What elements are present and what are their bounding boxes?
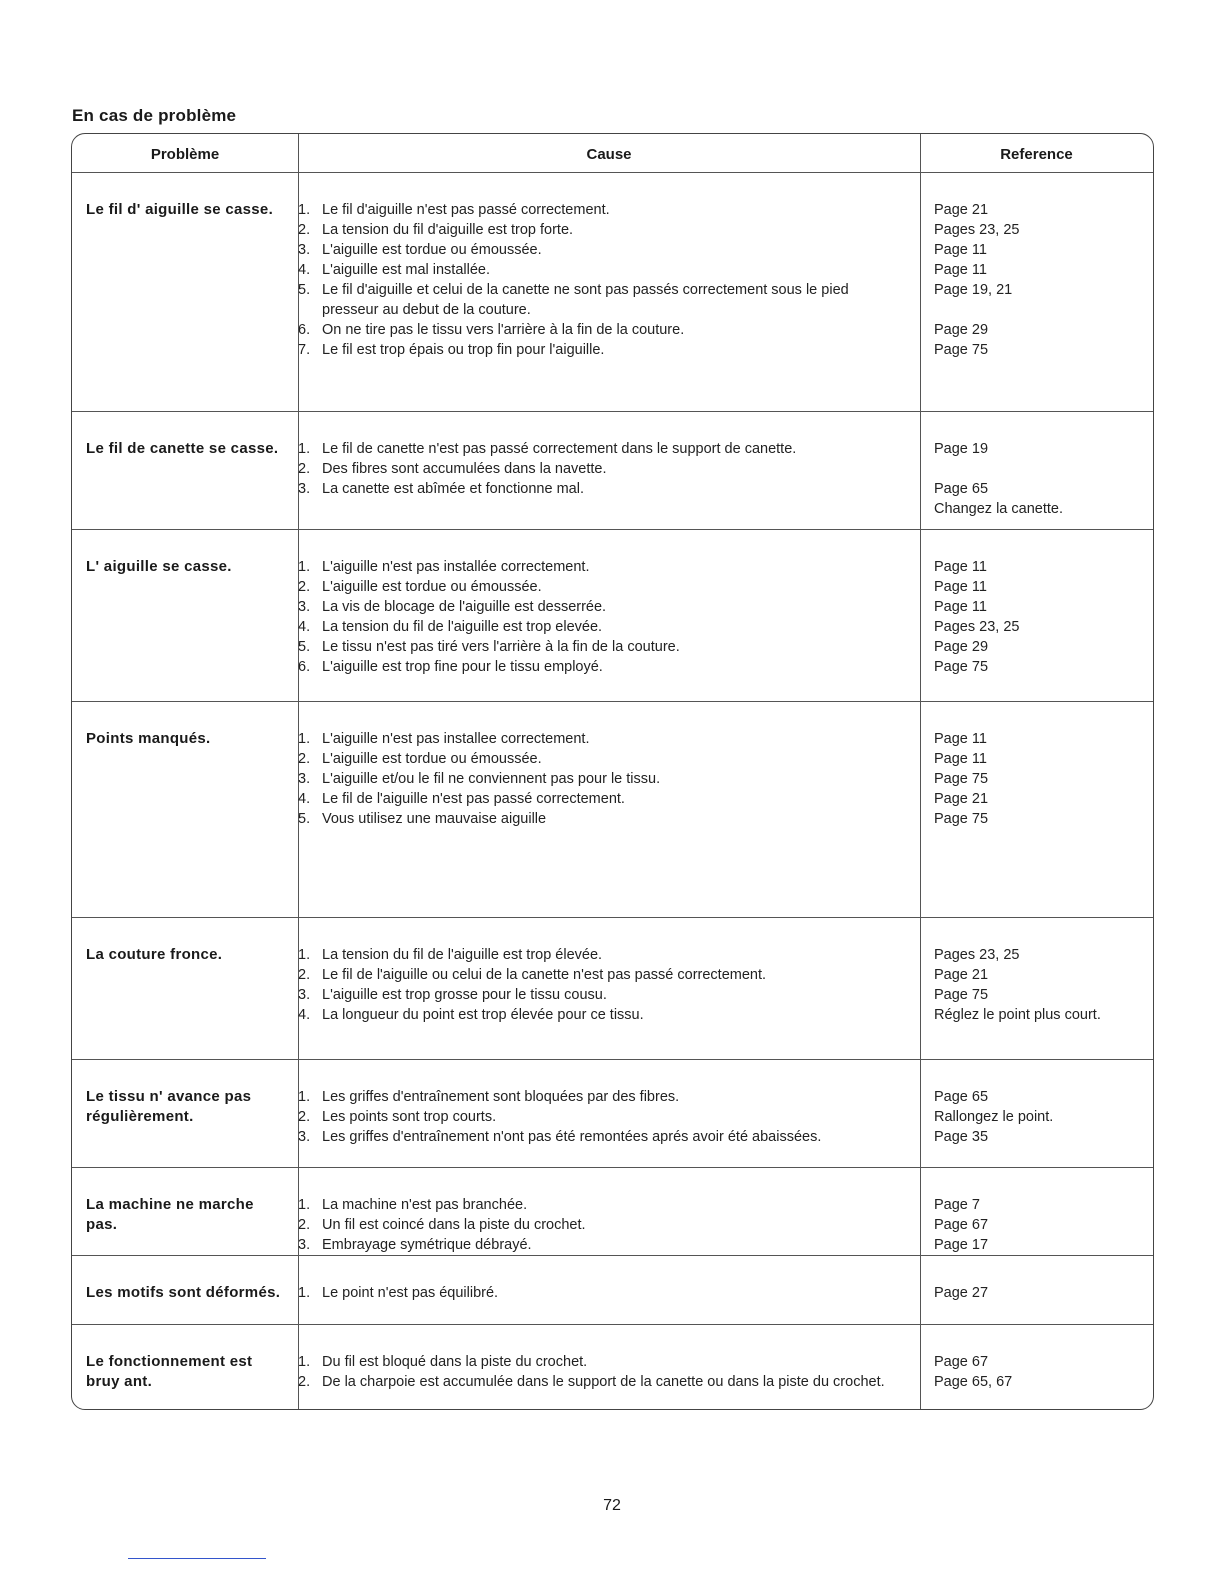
reference-item: Page 19, 21: [934, 282, 1013, 298]
reference-list: [934, 200, 1149, 360]
cause-item: [298, 280, 898, 320]
reference-item: Page 65: [934, 1089, 989, 1105]
cause-item: [298, 557, 898, 577]
cause-text: On ne tire pas le tissu vers l'arrière à la fin de la couture.: [322, 322, 685, 338]
reference-item: Page 17: [934, 1237, 989, 1253]
row-divider: [72, 1324, 1153, 1325]
cause-number: 1.: [298, 731, 311, 747]
cause-item: [298, 965, 898, 985]
cause-text: Du fil est bloqué dans la piste du crochet.: [322, 1354, 588, 1370]
cause-item: [298, 459, 898, 479]
page-number: 72: [603, 1497, 621, 1514]
cause-item: [298, 637, 898, 657]
cause-text: L'aiguille est trop fine pour le tissu employé.: [322, 659, 603, 675]
cause-item: [298, 1127, 898, 1147]
cause-number: 1.: [298, 1089, 311, 1105]
cause-number: 1.: [298, 1197, 311, 1213]
cause-text: La canette est abîmée et fonctionne mal.: [322, 481, 584, 497]
reference-item: Page 11: [934, 242, 987, 258]
reference-item: Page 7: [934, 1197, 980, 1213]
cause-number: 2.: [298, 751, 311, 767]
cause-item: [298, 809, 898, 829]
reference-item: [934, 459, 1149, 479]
cause-item: [298, 729, 898, 749]
problem-cell: Le tissu n' avance pas régulièrement.: [86, 1088, 252, 1125]
cause-number: 6.: [298, 322, 311, 338]
cause-text: La tension du fil d'aiguille est trop forte.: [322, 222, 574, 238]
cause-list: [298, 439, 898, 499]
cause-item: [298, 1283, 898, 1303]
row-divider: [72, 917, 1153, 918]
reference-item: Page 67: [934, 1354, 989, 1370]
reference-list: [934, 1352, 1149, 1392]
reference-item: Pages 23, 25: [934, 222, 1020, 238]
cause-item: [298, 769, 898, 789]
cause-number: 2.: [298, 579, 311, 595]
cause-number: 2.: [298, 1374, 311, 1390]
cause-number: 5.: [298, 811, 311, 827]
cause-text: La machine n'est pas branchée.: [322, 1197, 528, 1213]
cause-text: Le tissu n'est pas tiré vers l'arrière à la fin de la couture.: [322, 639, 680, 655]
cause-number: 1.: [298, 947, 311, 963]
reference-item: Page 29: [934, 639, 989, 655]
cause-item: [298, 479, 898, 499]
reference-item: Page 11: [934, 559, 987, 575]
cause-item: [298, 1005, 898, 1025]
cause-item: [298, 1087, 898, 1107]
cause-item: [298, 439, 898, 459]
cause-number: 3.: [298, 1129, 311, 1145]
cause-list: [298, 1352, 898, 1392]
reference-item: Page 21: [934, 791, 989, 807]
cause-item: [298, 1235, 898, 1255]
cause-text: L'aiguille est tordue ou émoussée.: [322, 242, 542, 258]
cause-number: 4.: [298, 619, 311, 635]
reference-item: Page 11: [934, 751, 987, 767]
reference-item: Pages 23, 25: [934, 619, 1020, 635]
cause-text: Le point n'est pas équilibré.: [322, 1285, 499, 1301]
cause-number: 1.: [298, 202, 311, 218]
cause-text: L'aiguille n'est pas installee correctement.: [322, 731, 590, 747]
cause-list: [298, 945, 898, 1025]
reference-item: Page 11: [934, 599, 987, 615]
reference-item: Page 75: [934, 987, 989, 1003]
cause-item: [298, 220, 898, 240]
reference-item: Page 21: [934, 202, 989, 218]
cause-number: 2.: [298, 967, 311, 983]
reference-list: [934, 557, 1149, 677]
row-divider: [72, 1255, 1153, 1256]
reference-list: [934, 945, 1149, 1025]
cause-number: 1.: [298, 441, 311, 457]
cause-text: Un fil est coincé dans la piste du crochet.: [322, 1217, 586, 1233]
cause-text: L'aiguille et/ou le fil ne conviennent pas pour le tissu.: [322, 771, 661, 787]
cause-list: [298, 557, 898, 677]
cause-number: 4.: [298, 262, 311, 278]
cause-number: 5.: [298, 639, 311, 655]
problem-cell: La couture fronce.: [86, 946, 223, 963]
cause-number: 1.: [298, 1354, 311, 1370]
cause-text: Le fil est trop épais ou trop fin pour l'aiguille.: [322, 342, 605, 358]
cause-item: [298, 789, 898, 809]
reference-item: Changez la canette.: [934, 501, 1063, 517]
cause-text: Le fil de l'aiguille n'est pas passé correctement.: [322, 791, 625, 807]
reference-list: [934, 439, 1149, 519]
header-divider: [72, 172, 1153, 173]
reference-item: Page 35: [934, 1129, 989, 1145]
cause-text: La longueur du point est trop élevée pour ce tissu.: [322, 1007, 644, 1023]
reference-item: Page 75: [934, 811, 989, 827]
cause-item: [298, 577, 898, 597]
problem-cell: Points manqués.: [86, 730, 211, 747]
cause-item: [298, 617, 898, 637]
problem-cell: Le fil de canette se casse.: [86, 440, 279, 457]
reference-item: Page 65: [934, 481, 989, 497]
cause-text: L'aiguille est trop grosse pour le tissu cousu.: [322, 987, 607, 1003]
row-divider: [72, 529, 1153, 530]
row-divider: [72, 701, 1153, 702]
cause-text: Le fil de canette n'est pas passé correctement dans le support de canette.: [322, 441, 797, 457]
reference-item: Page 29: [934, 322, 989, 338]
reference-item: Page 67: [934, 1217, 989, 1233]
cause-item: [298, 1352, 898, 1372]
cause-list: [298, 200, 898, 360]
cause-text: L'aiguille n'est pas installée correctement.: [322, 559, 590, 575]
cause-number: 2.: [298, 222, 311, 238]
reference-item: Réglez le point plus court.: [934, 1007, 1101, 1023]
cause-text: Vous utilisez une mauvaise aiguille: [322, 811, 547, 827]
cause-number: 4.: [298, 791, 311, 807]
cause-text: Le fil de l'aiguille ou celui de la canette n'est pas passé correctement.: [322, 967, 767, 983]
cause-list: [298, 729, 898, 829]
reference-item: Page 75: [934, 659, 989, 675]
header-cause: Cause: [586, 146, 632, 163]
cause-item: [298, 1215, 898, 1235]
problem-cell: La machine ne marche pas.: [86, 1196, 254, 1233]
cause-number: 3.: [298, 481, 311, 497]
cause-item: [298, 1107, 898, 1127]
cause-text: La vis de blocage de l'aiguille est desserrée.: [322, 599, 607, 615]
cause-item: [298, 985, 898, 1005]
cause-number: 2.: [298, 1217, 311, 1233]
problem-cell: Les motifs sont déformés.: [86, 1284, 281, 1301]
cause-text: Le fil d'aiguille n'est pas passé correctement.: [322, 202, 610, 218]
cause-text: Les griffes d'entraînement n'ont pas été remontées aprés avoir été abaissées.: [322, 1129, 822, 1145]
troubleshooting-table: [71, 133, 1154, 1410]
cause-number: 3.: [298, 242, 311, 258]
cause-item: [298, 657, 898, 677]
cause-item: [298, 945, 898, 965]
cause-item: [298, 240, 898, 260]
reference-item: [934, 300, 1149, 320]
reference-list: [934, 1283, 1149, 1303]
cause-number: 6.: [298, 659, 311, 675]
cause-text: La tension du fil de l'aiguille est trop elevée.: [322, 619, 603, 635]
reference-item: Page 19: [934, 441, 989, 457]
section-title: En cas de problème: [72, 106, 237, 125]
reference-list: [934, 1087, 1149, 1147]
cause-number: 2.: [298, 461, 311, 477]
reference-item: Page 11: [934, 731, 987, 747]
cause-item: [298, 260, 898, 280]
problem-cell: Le fonctionnement est bruy ant.: [86, 1353, 253, 1390]
reference-list: [934, 1195, 1149, 1255]
row-divider: [72, 1059, 1153, 1060]
cause-item: [298, 597, 898, 617]
cause-number: 7.: [298, 342, 311, 358]
header-problem: Problème: [150, 146, 220, 163]
reference-item: Page 11: [934, 579, 987, 595]
cause-text: Embrayage symétrique débrayé.: [322, 1237, 532, 1253]
cause-text: Les griffes d'entraînement sont bloquées par des fibres.: [322, 1089, 680, 1105]
cause-number: 5.: [298, 282, 311, 298]
cause-text: Le fil d'aiguille et celui de la canette ne sont pas passés correctement sous le pied presseur au debut de la couture.: [322, 282, 849, 318]
column-divider: [920, 134, 921, 1409]
row-divider: [72, 1167, 1153, 1168]
row-divider: [72, 411, 1153, 412]
cause-item: [298, 1372, 898, 1392]
cause-list: [298, 1283, 898, 1303]
cause-text: L'aiguille est tordue ou émoussée.: [322, 751, 542, 767]
cause-item: [298, 1195, 898, 1215]
cause-number: 2.: [298, 1109, 311, 1125]
header-reference: Reference: [1000, 146, 1073, 163]
reference-item: Rallongez le point.: [934, 1109, 1054, 1125]
reference-item: Pages 23, 25: [934, 947, 1020, 963]
cause-text: L'aiguille est tordue ou émoussée.: [322, 579, 542, 595]
reference-item: Page 65, 67: [934, 1374, 1013, 1390]
reference-item: Page 27: [934, 1285, 989, 1301]
cause-list: [298, 1195, 898, 1255]
cause-number: 3.: [298, 599, 311, 615]
reference-item: Page 75: [934, 342, 989, 358]
cause-text: Les points sont trop courts.: [322, 1109, 497, 1125]
cause-item: [298, 340, 898, 360]
cause-number: 3.: [298, 1237, 311, 1253]
footer-line: [128, 1558, 266, 1559]
cause-item: [298, 200, 898, 220]
cause-text: L'aiguille est mal installée.: [322, 262, 490, 278]
cause-list: [298, 1087, 898, 1147]
cause-number: 3.: [298, 987, 311, 1003]
cause-item: [298, 749, 898, 769]
cause-text: Des fibres sont accumulées dans la navette.: [322, 461, 607, 477]
reference-item: Page 75: [934, 771, 989, 787]
problem-cell: Le fil d' aiguille se casse.: [86, 201, 274, 218]
cause-item: [298, 320, 898, 340]
cause-number: 4.: [298, 1007, 311, 1023]
cause-text: De la charpoie est accumulée dans le support de la canette ou dans la piste du crochet.: [322, 1374, 885, 1390]
problem-cell: L' aiguille se casse.: [86, 558, 232, 575]
cause-number: 1.: [298, 1285, 311, 1301]
cause-number: 1.: [298, 559, 311, 575]
cause-text: La tension du fil de l'aiguille est trop élevée.: [322, 947, 603, 963]
reference-item: Page 11: [934, 262, 987, 278]
reference-list: [934, 729, 1149, 829]
reference-item: Page 21: [934, 967, 989, 983]
cause-number: 3.: [298, 771, 311, 787]
